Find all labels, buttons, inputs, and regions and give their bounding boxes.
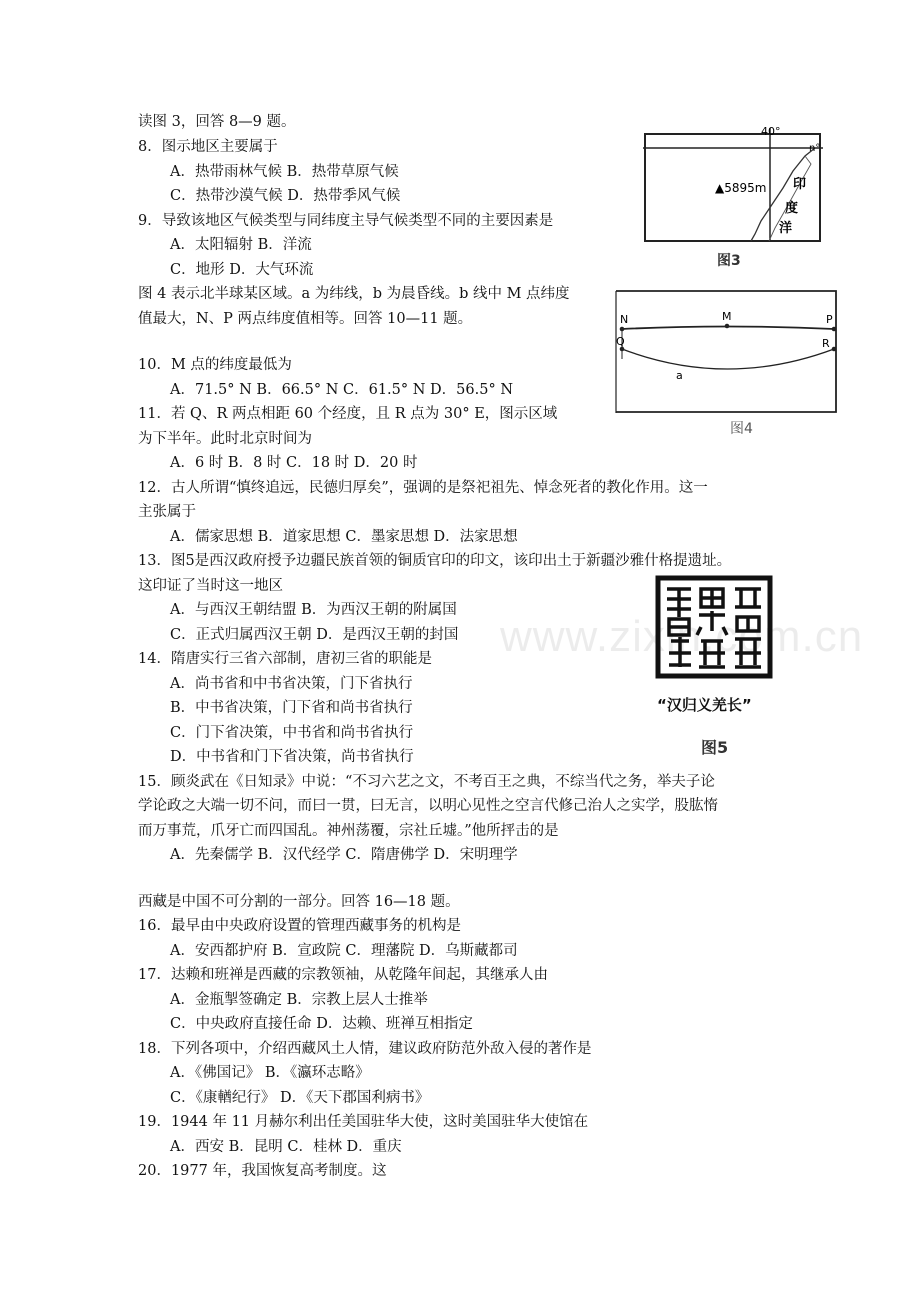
text-line: 20．1977 年，我国恢复高考制度。这 [138,1163,387,1179]
text-line: A．《佛国记》 B．《瀛环志略》 [170,1065,370,1081]
text-line: 9．导致该地区气候类型与同纬度主导气候类型不同的主要因素是 [138,213,554,229]
text-line: A．6 时 B．8 时 C．18 时 D．20 时 [170,455,418,471]
ocean-char-3: 洋 [779,221,793,236]
text-line: A．儒家思想 B．道家思想 C．墨家思想 D．法家思想 [170,529,518,545]
text-line: 西藏是中国不可分割的一部分。回答 16—18 题。 [138,894,460,910]
text-line: 这印证了当时这一地区 [138,578,283,594]
seal-impression [655,575,773,679]
text-line: 19．1944 年 11 月赫尔利出任美国驻华大使，这时美国驻华大使馆在 [138,1114,589,1130]
point-n [620,327,625,332]
text-line: B．中书省决策，门下省和尚书省执行 [170,700,413,716]
figure-3-caption: 图3 [717,253,741,269]
text-line: C．门下省决策，中书省和尚书省执行 [170,725,414,741]
text-line: A．金瓶掣签确定 B．宗教上层人士推举 [170,992,428,1008]
peak-label: ▲5895m [715,181,767,195]
ocean-char-1: 印 [793,177,807,192]
text-line: 图 4 表示北半球某区域。a 为纬线，b 为晨昏线。b 线中 M 点纬度 [138,286,570,302]
text-line: A．太阳辐射 B．洋流 [170,237,312,253]
point-r [832,347,837,352]
text-line: 12．古人所谓“慎终追远，民德归厚矣”，强调的是祭祀祖先、悼念死者的教化作用。这一 [138,480,708,496]
text-line: C．热带沙漠气候 D．热带季风气候 [170,188,401,204]
text-line: A．西安 B．昆明 C．桂林 D．重庆 [170,1139,402,1155]
text-line: 而万事荒，爪牙亡而四国乱。神州荡覆，宗社丘墟。”他所抨击的是 [138,823,559,839]
text-line: C．《康輶纪行》 D．《天下郡国利病书》 [170,1090,430,1106]
text-line: 值最大，N、P 两点纬度值相等。回答 10—11 题。 [138,311,473,327]
text-line: 18．下列各项中，介绍西藏风土人情，建议政府防范外敌入侵的著作是 [138,1041,592,1057]
figure-5-caption: 图5 [701,738,729,757]
text-line: 16．最早由中央政府设置的管理西藏事务的机构是 [138,918,461,934]
text-line: A．先秦儒学 B．汉代经学 C．隋唐佛学 D．宋明理学 [170,847,518,863]
text-line: 15．顾炎武在《日知录》中说：“不习六艺之文，不考百王之典，不综当代之务，举夫子论 [138,774,715,790]
text-line: 14．隋唐实行三省六部制，唐初三省的职能是 [138,651,432,667]
figure-4-diagram [612,287,842,417]
ocean-char-2: 度 [785,201,799,216]
text-line: A．尚书省和中书省决策，门下省执行 [170,676,413,692]
text-line: 17．达赖和班禅是西藏的宗教领袖，从乾隆年间起，其继承人由 [138,967,548,983]
text-line: D．中书省和门下省决策，尚书省执行 [170,749,414,765]
lon-label: 40° [761,126,781,138]
text-line: C．地形 D．大气环流 [170,262,314,278]
text-line: C．中央政府直接任命 D．达赖、班禅互相指定 [170,1016,473,1032]
point-m [725,324,730,329]
label-a: a [676,369,683,382]
text-line: C．正式归属西汉王朝 D．是西汉王朝的封国 [170,627,459,643]
text-line: 11．若 Q、R 两点相距 60 个经度，且 R 点为 30° E，图示区域 [138,406,558,422]
label-n: N [620,313,629,326]
label-q: Q [616,335,625,348]
text-line: 读图 3，回答 8—9 题。 [138,114,296,130]
label-p: P [826,313,833,326]
text-line: 主张属于 [138,504,196,520]
text-line: 8．图示地区主要属于 [138,139,278,155]
lat-label: n° [809,143,821,154]
figure-3-map [643,126,823,251]
figure-5-seal [655,575,773,679]
text-line: 为下半年。此时北京时间为 [138,431,312,447]
text-line: A．与西汉王朝结盟 B．为西汉王朝的附属国 [170,602,457,618]
text-line: 学论政之大端一切不问，而曰一贯，曰无言，以明心见性之空言代修己治人之实学，股肱惰 [138,798,718,814]
figure-4-caption: 图4 [730,421,753,437]
text-line: 13．图5是西汉政府授予边疆民族首领的铜质官印的印文，该印出土于新疆沙雅什格提遗址。 [138,553,732,569]
figure-5-seal-text: “汉归义羌长” [657,696,752,714]
text-line: A．安西都护府 B．宣政院 C．理藩院 D．乌斯藏都司 [170,943,518,959]
text-line: A．热带雨林气候 B．热带草原气候 [170,164,399,180]
figure-4-svg [612,287,842,417]
text-line: 10．M 点的纬度最低为 [138,357,292,373]
label-r: R [822,337,830,350]
figure-3-svg [643,126,823,251]
label-m: M [722,310,732,323]
point-p [832,327,837,332]
text-line: A．71.5° N B．66.5° N C．61.5° N D．56.5° N [170,382,514,398]
line-a [622,349,834,369]
watermark: www.zixin.com.cn [500,612,864,661]
